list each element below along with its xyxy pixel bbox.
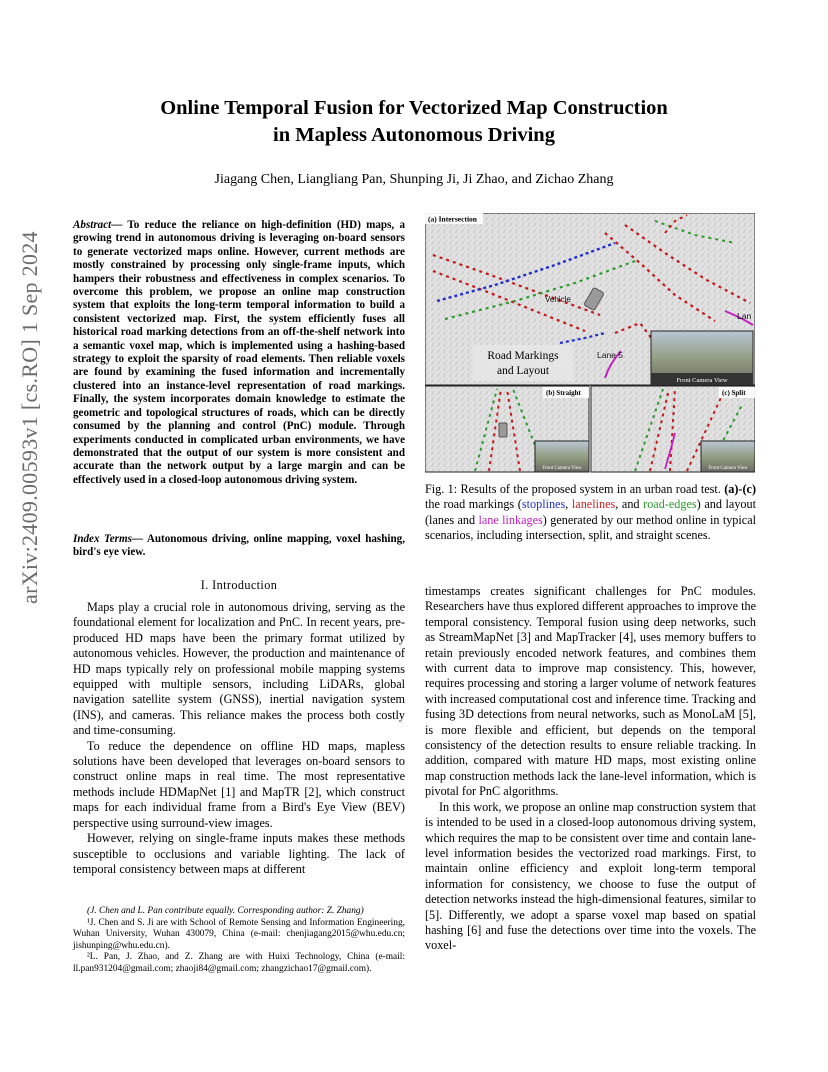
section-heading: I. Introduction [200, 578, 278, 592]
caption-roadedges: road-edges [643, 497, 697, 512]
camera-label-a: Front Camera View [676, 377, 728, 384]
right-column-text [425, 584, 756, 954]
vehicle-label: Vehicle [545, 295, 571, 304]
footnote-1: ¹J. Chen and S. Ji are with School of Remote Sensing and Information Engineering, Wuhan University, Wuhan 430079, China (e-mail: chenjiagang2015@whu.edu.cn; jishunping@whu.edu.cn). [73, 917, 405, 951]
author-list: Jiagang Chen, Liangliang Pan, Shunping Ji, Ji Zhao, and Zichao Zhang [214, 172, 614, 187]
panel-c-label: (c) Split [722, 389, 746, 397]
panel-b-label: (b) Straight [546, 389, 581, 397]
title-line-2: in Mapless Autonomous Driving [273, 124, 555, 146]
caption-text-2: ) and layout (lanes and [425, 497, 757, 527]
figure-image [425, 213, 755, 473]
lane-label-right: Lan [737, 311, 752, 321]
arxiv-identifier: arXiv:2409.00593v1 [cs.RO] 1 Sep 2024 [17, 231, 42, 604]
caption-stoplines: stoplines [521, 497, 566, 512]
caption-prefix: Fig. 1: Results of the proposed system in an urban road test. [425, 482, 721, 496]
figure-1 [425, 213, 755, 473]
paper-title [80, 95, 748, 149]
legend-line-1: Road Markings [487, 350, 559, 362]
index-terms-label: Index Terms [73, 533, 132, 545]
footnotes [73, 906, 405, 976]
caption-bold: (a)-(c) [724, 482, 756, 496]
panel-a-label: (a) Intersection [428, 214, 477, 224]
footnote-contribution: (J. Chen and L. Pan contribute equally. Corresponding author: Z. Zhang) [87, 906, 364, 916]
intro-paragraph: To reduce the dependence on offline HD maps, mapless solutions have been developed that leverages on-board sensors to construct online maps in real time. The most representative methods include HDMapNet [1] and MapTR [2], which construct maps for each individual frame from a Bird's Eye View (BEV) perspective using surround-view images. [73, 738, 405, 830]
caption-text-1: the road markings ( [425, 497, 522, 512]
body-paragraph: In this work, we propose an online map construction system that is intended to be used in a closed-loop autonomous driving system, which requires the map to be consistent over time and contain lane-level information besides the vectorized road markings. First, to maintain online efficiency and exploit long-term temporal information for consistency, we choose to fuse the output of detection networks instead the high-dimensional features, similar to [5]. Differently, we adopt a sparse voxel map based on spatial hashing [6] and fuse the detections over time into the voxels. The voxel- [425, 799, 756, 953]
camera-label-c: Front Camera View [708, 466, 748, 471]
caption-sep-2: , and [615, 497, 644, 512]
caption-sep-1: , [565, 497, 572, 512]
abstract: Abstract— To reduce the reliance on high-definition (HD) maps, a growing trend in autonomous driving is leveraging on-board sensors to generate vectorized maps online. However, current methods are mostly constrained by processing only single-frame inputs, which hampers their robustness and effectiveness in complex scenarios. To overcome this problem, we propose an online map construction system that exploits the long-term temporal information to build a consistent vectorized map. First, the system efficiently fuses all historical road marking detections from an off-the-shelf network into a semantic voxel map, which is implemented using a hashing-based strategy to exploit the sparsity of road elements. Then reliable voxels are found by examining the fused information and incrementally clustered into an instance-level representation of road markings. Finally, the system incorporates domain knowledge to estimate the geometric and topological structures of roads, which can be directly consumed by the planning and control (PnC) module. Through experiments conducted in complicated urban environments, we have demonstrated that the output of our system is more consistent and accurate than the network output by a large margin and can be effectively used in a closed-loop autonomous driving system. [73, 219, 405, 486]
caption-lanelinkages: lane linkages [478, 512, 543, 527]
figure-caption [425, 482, 756, 544]
caption-text-3: ) generated by our method online in typical scenarios, including intersection, split, and straight scenes. [425, 512, 756, 543]
index-terms-text: Autonomous driving, online mapping, voxel hashing, bird's eye view. [73, 533, 405, 559]
intro-text [73, 600, 405, 877]
title-line-1: Online Temporal Fusion for Vectorized Map Construction [160, 97, 668, 119]
footnote-2: ²L. Pan, J. Zhao, and Z. Zhang are with Huixi Technology, China (e-mail: ll.pan931204@gmail.com; zhaoji84@gmail.com; zhangzichao17@gmail.com). [73, 952, 405, 974]
caption-lanelines: lanelines [571, 497, 616, 512]
intro-paragraph: Maps play a crucial role in autonomous driving, serving as the foundational element for localization and PnC. In recent years, pre-produced HD maps have been the primary format utilized by autonomous vehicles. However, the production and maintenance of HD maps typically rely on professional mobile mapping systems equipped with multiple sensors, including LiDARs, global navigation satellite system (GNSS), inertial navigation system (INS), and cameras. This reliance makes the process both costly and time-consuming. [73, 600, 405, 738]
abstract-label: Abstract [73, 219, 112, 231]
legend-line-2: and Layout [496, 365, 550, 377]
abstract-text: To reduce the reliance on high-definition (HD) maps, a growing trend in autonomous driving is leveraging on-board sensors to generate vectorized maps online. However, current methods are mostly constrained by processing only single-frame inputs, which hampers their robustness and effectiveness in complex scenarios. To overcome this problem, we propose an online map construction system that exploits the long-term temporal information to build a consistent vectorized map. First, the system efficiently fuses all historical road marking detections from an off-the-shelf network into a semantic voxel map, which is implemented using a hashing-based strategy to exploit the sparsity of road elements. Then reliable voxels are found by examining the fused information and incrementally clustered into an instance-level representation of road markings. Finally, the system incorporates domain knowledge to estimate the geometric and topological structures of roads, which can be directly consumed by the planning and control (PnC) module. Through experiments conducted in complicated urban environments, we have demonstrated that the output of our system is more consistent and accurate than the network output by a large margin and can be effectively used in a closed-loop autonomous driving system. [73, 219, 405, 486]
camera-label-b: Front Camera View [542, 466, 582, 471]
lane-label: Lane 5 [597, 350, 623, 360]
index-terms: Index Terms— Autonomous driving, online mapping, voxel hashing, bird's eye view. [73, 533, 405, 559]
intro-paragraph: However, relying on single-frame inputs makes these methods susceptible to occlusions and variable lighting. The lack of temporal consistency between maps at different [73, 831, 405, 876]
body-paragraph: timestamps creates significant challenges for PnC modules. Researchers have thus explored different approaches to improve the temporal consistency. Temporal fusion using deep networks, such as StreamMapNet [3] and MapTracker [4], uses memory buffers to retain previously encoded network features, and combines them with current data to improve map consistency. This, however, requires processing and storing a larger volume of network features with increased computational cost and inference time. Tracking and fusing 3D detections from neural networks, such as MonoLaM [5], is more flexible and efficient, but depends on the temporal consistency of the detection results to ensure reliable tracking. In addition, compared with mature HD maps, most existing online map construction methods lack the lane-level information, which is pivotal for PnC algorithms. [425, 584, 756, 799]
